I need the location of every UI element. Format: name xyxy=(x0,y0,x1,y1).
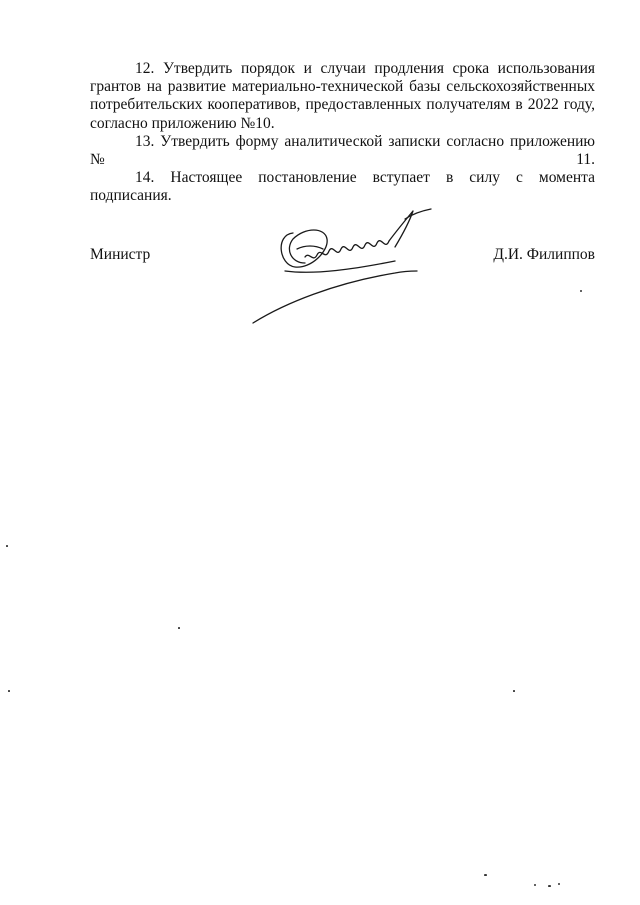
scan-speck xyxy=(580,290,582,292)
paragraph-14: 14. Настоящее постановление вступает в силу с момента подписания. xyxy=(90,169,595,205)
scan-speck xyxy=(513,690,515,692)
document-body xyxy=(90,60,595,206)
signer-title: Министр xyxy=(90,246,151,263)
paragraph-13: 13. Утвердить форму аналитической записки согласно приложению № 11. xyxy=(90,132,595,169)
scan-speck xyxy=(534,884,536,886)
scan-speck xyxy=(6,545,8,547)
scan-speck xyxy=(178,627,180,629)
handwritten-signature xyxy=(245,205,435,330)
scan-speck xyxy=(548,885,551,887)
signer-name: Д.И. Филиппов xyxy=(493,246,595,263)
paragraph-12: 12. Утвердить порядок и случаи продления срока использования грантов на развитие материально-технической базы сельскохозяйственных потребительских кооперативов, предоставленных получателям в 2022 году, согласно приложению №10. xyxy=(90,60,595,132)
scan-speck xyxy=(8,690,10,692)
scan-speck xyxy=(558,883,560,885)
scan-speck xyxy=(484,874,487,876)
